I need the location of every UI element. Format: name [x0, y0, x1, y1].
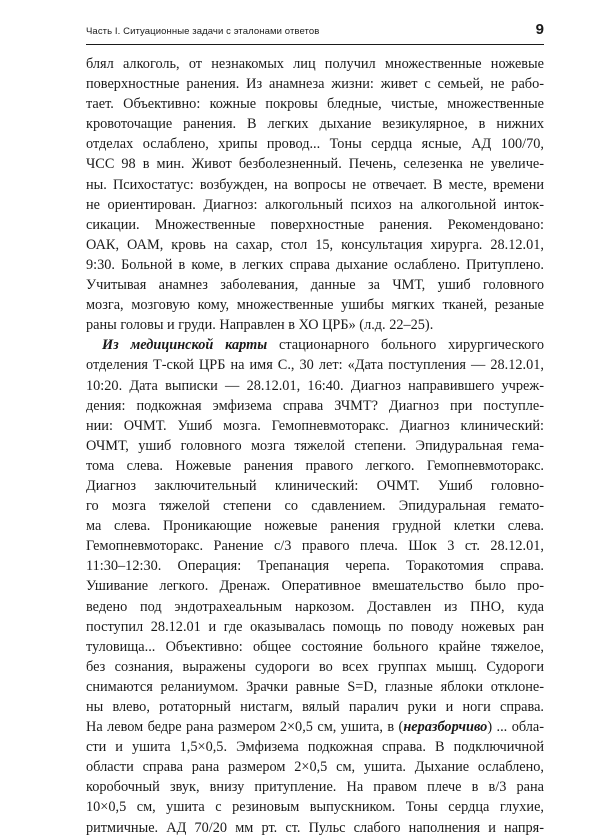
- text-line: сикации. Множественные поверхностные ранения. Рекомендовано:: [86, 216, 544, 233]
- text-line: не ориентирован. Диагноз: алкогольный психоз на алкогольной инток-: [86, 196, 544, 213]
- body-text: [86, 54, 544, 838]
- paragraph-2: [86, 335, 544, 837]
- text-line: 10:20. Дата выписки — 28.12.01, 16:40. Диагноз направившего учреж-: [86, 377, 544, 394]
- text-line: ритмичные. АД 70/20 мм рт. ст. Пульс слабого наполнения и напря-: [86, 819, 544, 836]
- text-line-with-italic: [86, 717, 544, 737]
- page-number: 9: [535, 21, 544, 38]
- text-line: сти и ушита 1,5×0,5. Эмфизема подкожная справа. В подключичной: [86, 739, 544, 756]
- text-line: ма слева. Проникающие ножевые ранения грудной клетки слева.: [86, 518, 544, 535]
- text-line: ны. Психостатус: возбужден, на вопросы не отвечает. В месте, времени: [86, 176, 544, 193]
- text-line: ОАК, ОАМ, кровь на сахар, стол 15, консультация хирурга. 28.12.01,: [86, 236, 544, 253]
- text-line: мозга, мозговую кому, множественные ушибы мягких тканей, резаные: [86, 297, 544, 314]
- page-header: [86, 20, 544, 45]
- text-line: Учитывая анамнез заболевания, данные за ЧМТ, ушиб головного: [86, 277, 544, 294]
- source-heading: Из медицинской карты: [102, 337, 268, 354]
- text-line: отделения Т-ской ЦРБ на имя С., 30 лет: «Дата поступления — 28.12.01,: [86, 357, 544, 374]
- text-line: ОЧМТ, ушиб головного мозга тяжелой степени. Эпидуральная гема-: [86, 437, 544, 454]
- italic-line-before: На левом бедре рана размером 2×0,5 см, ушита, в (: [86, 719, 404, 736]
- text-line: дения: подкожная эмфизема справа ЗЧМТ? Диагноз при поступле-: [86, 397, 544, 414]
- text-line: отделах ослаблено, хрипы провод... Тоны сердца ясные, АД 100/70,: [86, 136, 544, 153]
- running-head: Часть I. Ситуационные задачи с эталонами ответов: [86, 26, 320, 37]
- text-line: кровоточащие ранения. В легких дыхание везикулярное, в нижних: [86, 116, 544, 133]
- lead-rest: стационарного больного хирургического: [267, 337, 544, 354]
- text-line: блял алкоголь, от незнакомых лиц получил множественные ножевые: [86, 56, 544, 72]
- text-line: ЧСС 98 в мин. Живот безболезненный. Печень, селезенка не увеличе-: [86, 156, 544, 173]
- text-line: снимаются реланиумом. Зрачки равные S=D, глазные яблоки отклоне-: [86, 678, 544, 695]
- italic-line-after: ) ... обла-: [487, 719, 544, 736]
- text-line: 10×0,5 см, ушита с резиновым выпускником. Тоны сердца глухие,: [86, 799, 544, 816]
- text-line: го мозга тяжелой степени со сдавлением. Эпидуральная гемато-: [86, 498, 544, 515]
- text-line: коробочный звук, внизу притупление. На правом плече в в/3 рана: [86, 779, 544, 796]
- text-line: 9:30. Больной в коме, в легких справа дыхание ослаблено. Притуплено.: [86, 256, 544, 273]
- text-line: без сознания, выражены судороги во всех группах мышц. Судороги: [86, 658, 544, 675]
- text-line: Гемопневмоторакс. Ранение с/3 правого плеча. Шок 3 ст. 28.12.01,: [86, 538, 544, 555]
- text-line: поверхностные ранения. Из анамнеза жизни: живет с семьей, не рабо-: [86, 76, 544, 93]
- text-line: тает. Объективно: кожные покровы бледные, чистые, множественные: [86, 96, 544, 113]
- text-line: Ушивание легкого. Дренаж. Оперативное вмешательство было про-: [86, 578, 544, 595]
- text-line: поступил 28.12.01 и где оказывалась помощь по поводу ножевых ран: [86, 618, 544, 635]
- text-line: туловища... Объективно: общее состояние больного крайне тяжелое,: [86, 638, 544, 655]
- text-line: ны влево, ротаторный нистагм, вялый паралич руки и ноги справа.: [86, 699, 544, 715]
- text-line: нии: ОЧМТ. Ушиб мозга. Гемопневмоторакс. Диагноз клинический:: [86, 417, 544, 434]
- text-line: области справа рана размером 2×0,5 см, ушита. Дыхание ослаблено,: [86, 759, 544, 776]
- text-line: раны головы и груди. Направлен в ХО ЦРБ» (л.д. 22–25).: [86, 317, 434, 334]
- text-line: ведено под эндотрахеальным наркозом. Доставлен из ПНО, куда: [86, 598, 544, 615]
- illegible-note: неразборчиво: [403, 719, 488, 736]
- text-line: Диагноз заключительный клинический: ОЧМТ. Ушиб головно-: [86, 477, 544, 494]
- text-line: 11:30–12:30. Операция: Трепанация черепа. Торакотомия справа.: [86, 558, 544, 575]
- paragraph-lead-line: [86, 335, 544, 355]
- text-line: тома слева. Ножевые ранения правого легкого. Гемопневмоторакс.: [86, 457, 544, 474]
- paragraph-1: [86, 54, 544, 335]
